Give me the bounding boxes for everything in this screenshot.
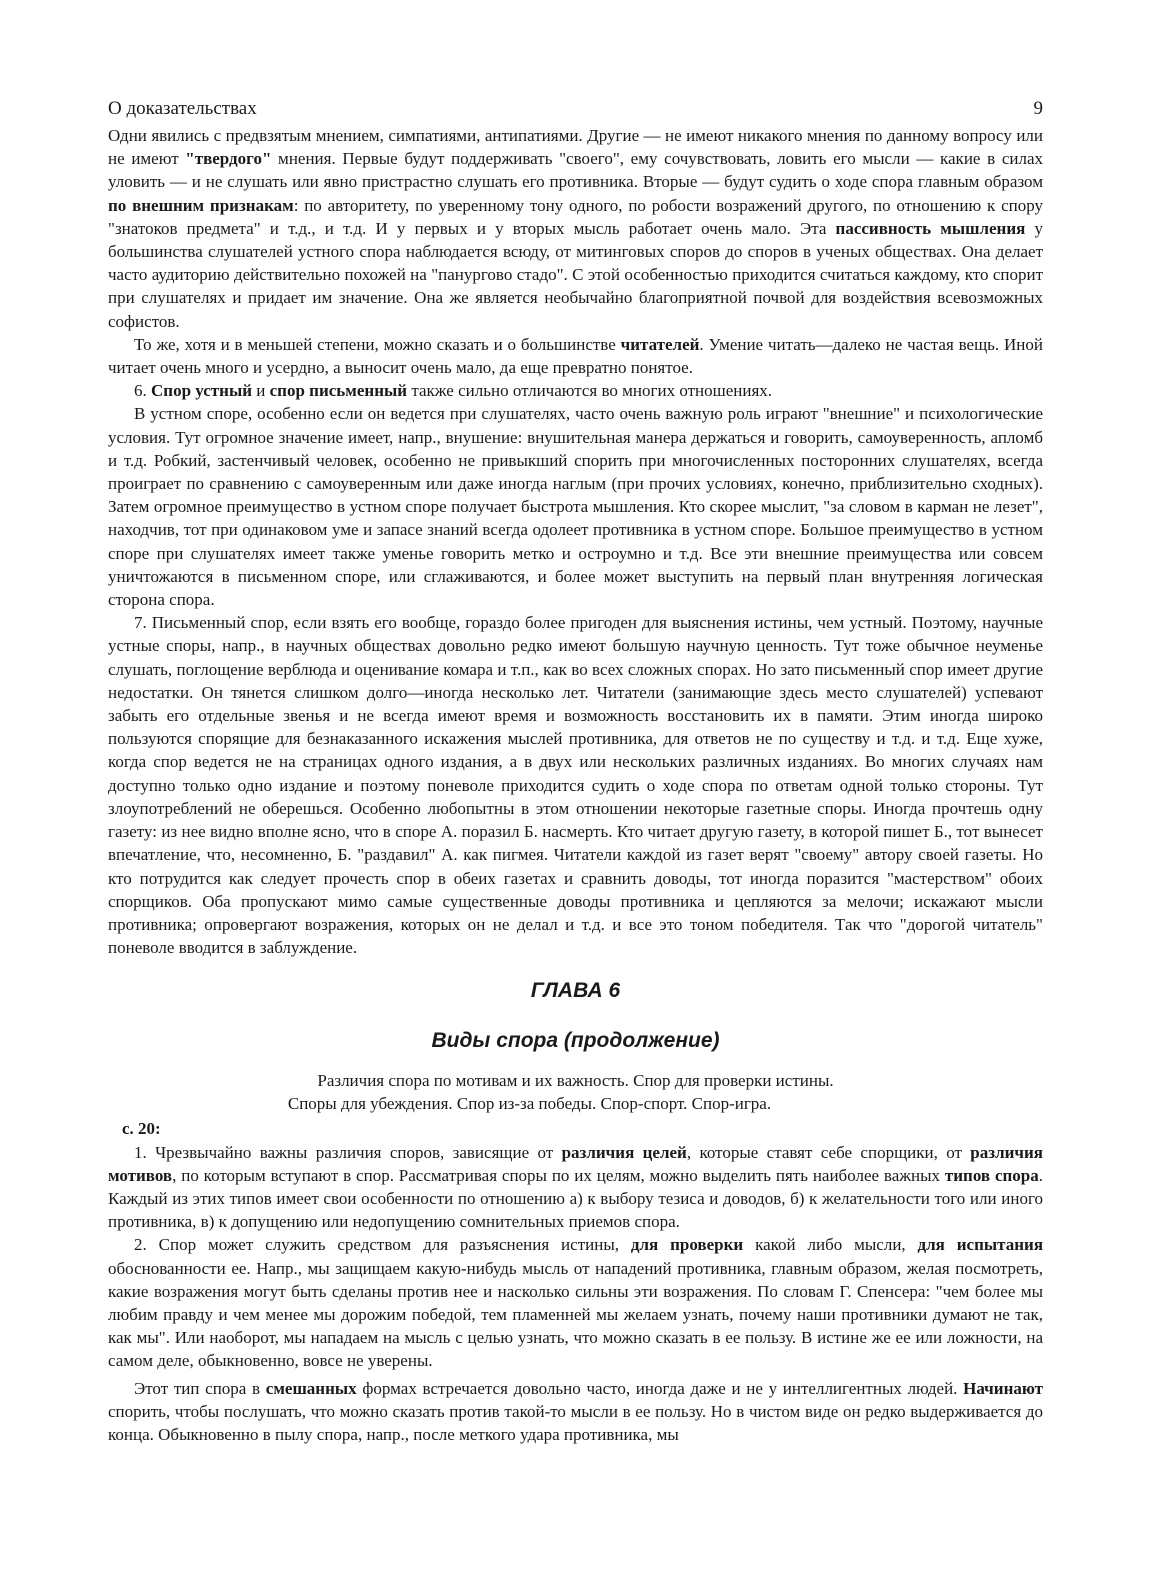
bold-text: Спор устный	[151, 381, 253, 401]
header-title: О доказательствах	[108, 98, 257, 119]
chapter-heading: ГЛАВА 6	[530, 979, 621, 1003]
bold-text: для проверки	[630, 1235, 744, 1255]
bold-text: пассивность мышления	[835, 218, 1026, 238]
text-run: , которые ставят себе спорщики, от	[686, 1142, 971, 1162]
text-run: . Умение читать—далеко не частая вещь. Иной читает очень много и усердно, а выносит очень мало, да еще превратно понятое.	[108, 334, 1044, 378]
text-run: : по авторитету, по уверенному тону одного, по робости возражений другого, по отношению к спору "знатоков предмета" и т.д., и т.д. И у первых и у вторых мысль работает очень мало. Эта	[108, 195, 1043, 238]
paragraph	[108, 379, 1043, 402]
text-run: Одни явились с предвзятым мнением, симпатиями, антипатиями. Другие — не имеют никакого мнения по данному вопросу или не имеют	[108, 126, 1043, 169]
text-run: мнения. Первые будут поддерживать "своего", ему сочувствовать, ловить его мысли — какие в силах уловить — и не слушать или явно пристрастно слушать его противника. Вторые — будут судить о ходе спора главным образом	[108, 149, 1043, 192]
text-run: и	[252, 381, 270, 401]
body-text	[108, 124, 1043, 1446]
paragraph: В устном споре, особенно если он ведется при слушателях, часто очень важную роль играют "внешние" и психологические условия. Тут огромное значение имеет, напр., внушение: внушительная манера держаться и говорить, самоуверенность, апломб и т.д. Робкий, застенчивый человек, особенно не привыкший спорить при многочисленных посторонних слушателях, всегда проиграет по сравнению с самоуверенным или даже иногда наглым (при прочих условиях, конечно, приблизительно сходных). Затем огромное преимущество в устном споре получает быстрота мышления. Кто скорее мыслит, "за словом в карман не лезет", находчив, тот при одинаковом уме и запасе знаний всегда одолеет противника в устном споре. Большое преимущество в устном споре при слушателях имеет также уменье говорить метко и остроумно и т.д. Все эти внешние преимущества или совсем уничтожаются в письменном споре, или сглаживаются, и более может выступить на первый план внутренняя логическая сторона спора.	[108, 404, 1043, 610]
text-run: также сильно отличаются во многих отношениях.	[407, 381, 773, 401]
text-run: То же, хотя и в меньшей степени, можно сказать и о большинстве	[134, 334, 621, 354]
text-run: формах встречается довольно часто, иногда даже и не у интеллигентных людей.	[356, 1378, 964, 1398]
paragraph	[108, 333, 1043, 379]
bold-text: различия мотивов	[108, 1142, 1043, 1185]
paragraph: 7. Письменный спор, если взять его вообще, гораздо более пригоден для выяснения истины, чем устный. Поэтому, научные устные споры, напр., в научных обществах довольно редко имеют большую научную ценность. Тут тоже обычное неуменье слушать, поглощение верблюда и оценивание комара и т.п., как во всех сложных спорах. Но зато письменный спор имеет другие недостатки. Он тянется слишком долго—иногда несколько лет. Читатели (занимающие здесь место слушателей) успевают забыть его отдельные звенья и не всегда имеют время и возможность восстановить их в памяти. Этим иногда широко пользуются спорящие для безнаказанного искажения мыслей противника, для ответов не по существу и т.д. и т.д. Еще хуже, когда спор ведется не на страницах одного издания, а в двух или нескольких различных изданиях. Во многих случаях нам доступно только одно издание и поэтому поневоле приходится судить о ходе спора по ответам одной только стороны. Тут злоупотреблений не оберешься. Особенно любопытны в этом отношении некоторые газетные споры. Иногда прочтешь одну газету: из нее видно вполне ясно, что в споре А. поразил Б. насмерть. Кто читает другую газету, в которой пишет Б., тот вынесет впечатление, что, несомненно, Б. "раздавил" А. как пигмея. Читатели каждой из газет верят "своему" автору своей газеты. Но кто потрудится как следует прочесть спор в обеих газетах и сравнить доводы, тот иногда поразится "мастерством" обоих спорщиков. Оба пропускают мимо самые существенные доводы противника и цепляются за мелочи; искажают мысли противника; опровергают возражения, которых он не делал и т.д. и все это тоном победителя. Так что "дорогой читатель" поневоле вводится в заблуждение.	[108, 613, 1043, 958]
bold-text: для испытания	[917, 1235, 1044, 1255]
page-number: 9	[1033, 98, 1043, 119]
bold-text: типов спора	[944, 1165, 1039, 1185]
bold-text: Начинают	[963, 1378, 1043, 1398]
text-run: 2. Спор может служить средством для разъяснения истины,	[134, 1235, 631, 1255]
running-header	[108, 96, 1043, 122]
page-reference: с. 20:	[122, 1119, 161, 1139]
chapter-summary	[108, 1069, 1043, 1115]
paragraph	[108, 1233, 1043, 1372]
paragraph	[108, 124, 1043, 333]
bold-text: читателей	[620, 334, 700, 354]
paragraph	[108, 1377, 1043, 1447]
bold-text: "твердого"	[185, 149, 272, 169]
text-run: , по которым вступают в спор. Рассматривая споры по их целям, можно выделить пять наиболее важных	[172, 1165, 945, 1185]
bold-text: различия целей	[561, 1142, 687, 1162]
text-run: спорить, чтобы послушать, что можно сказать против такой-то мысли в ее пользу. Но в чистом виде он редко выдерживается до конца. Обыкновенно в пылу спора, напр., после меткого удара противника, мы	[108, 1401, 1043, 1444]
bold-text: по внешним признакам	[108, 195, 294, 215]
summary-line: Споры для убеждения. Спор из-за победы. Спор-спорт. Спор-игра.	[287, 1094, 772, 1114]
summary-line: Различия спора по мотивам и их важность. Спор для проверки истины.	[317, 1071, 834, 1091]
text-run: Этот тип спора в	[134, 1378, 266, 1398]
bold-text: спор письменный	[269, 381, 408, 401]
text-run: какой либо мысли,	[743, 1235, 918, 1255]
text-run: . Каждый из этих типов имеет свои особенности по отношению а) к выбору тезиса и доводов, б) к желательности того или иного противника, в) к допущению или недопущению сомнительных приемов спора.	[108, 1165, 1043, 1232]
bold-text: смешанных	[265, 1378, 357, 1398]
text-run: у большинства слушателей устного спора наблюдается всюду, от митинговых споров до споров в ученых обществах. Она делает часто аудиторию действительно похожей на "панургово стадо". С этой особенностью приходится считаться каждому, кто спорит при слушателях и придает им значение. Она же является необычайно благоприятной почвой для воздействия всевозможных софистов.	[108, 218, 1043, 331]
text-run: 1. Чрезвычайно важны различия споров, зависящие от	[134, 1142, 562, 1162]
text-run: обоснованности ее. Напр., мы защищаем какую-нибудь мысль от нападений противника, главным образом, желая посмотреть, какие возражения могут быть сделаны против нее и насколько сильны эти возражения. По словам Г. Спенсера: "чем более мы любим правду и чем менее мы дорожим победой, тем пламенней мы желаем узнать, почему наши противники думают не так, как мы". Или наоборот, мы нападаем на мысль с целью узнать, что можно сказать в ее пользу. В истине же ее или ложности, на самом деле, обыкновенно, вовсе не уверены.	[108, 1258, 1043, 1371]
text-run: 6.	[134, 381, 151, 401]
chapter-title: Виды спора (продолжение)	[431, 1029, 720, 1053]
paragraph	[108, 1141, 1043, 1234]
